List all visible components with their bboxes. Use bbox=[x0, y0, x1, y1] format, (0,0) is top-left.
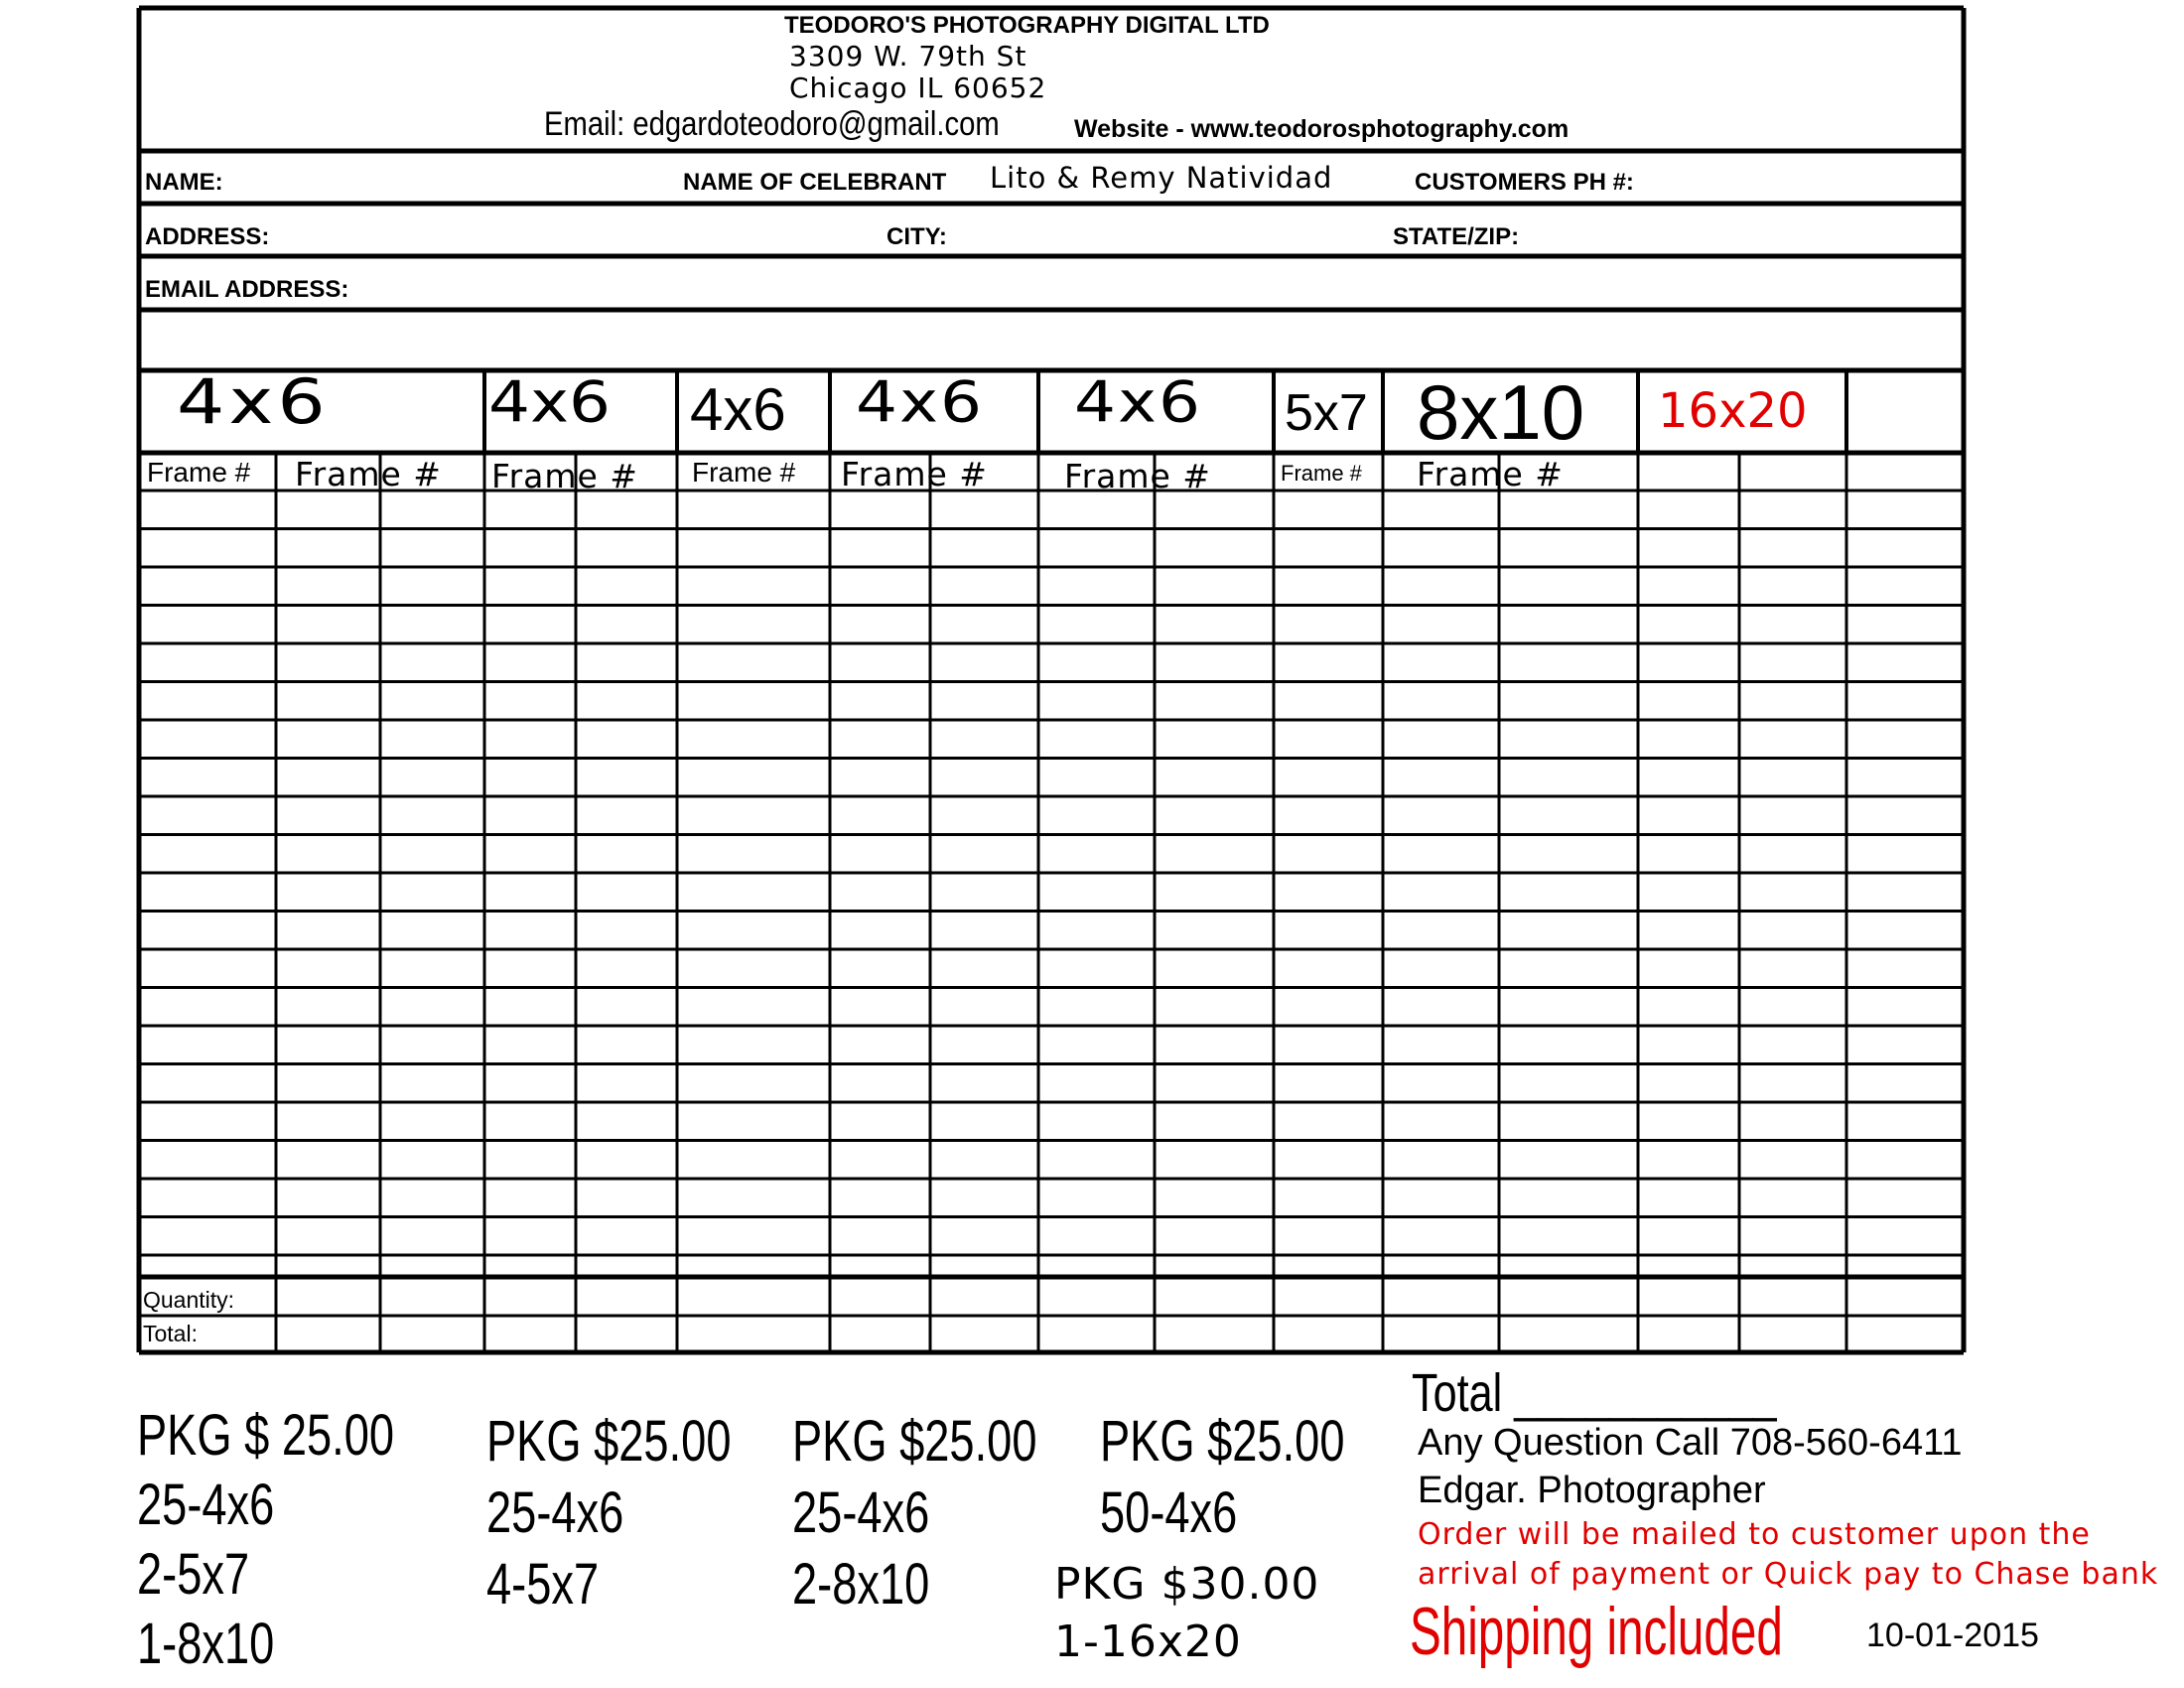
email-label: EMAIL ADDRESS: bbox=[145, 276, 349, 303]
package-1-item: 2-5x7 bbox=[137, 1542, 250, 1607]
package-1-price: PKG $ 25.00 bbox=[137, 1403, 395, 1468]
size-header-4x6: 4x6 bbox=[177, 365, 330, 438]
state-zip-label: STATE/ZIP: bbox=[1393, 223, 1520, 250]
package-2-item: 25-4x6 bbox=[486, 1480, 624, 1545]
frame-label: Frame # bbox=[1064, 457, 1211, 495]
size-header-4x6: 4x6 bbox=[488, 369, 612, 436]
address-label: ADDRESS: bbox=[145, 223, 270, 250]
package-3-item: 2-8x10 bbox=[792, 1552, 930, 1617]
package-5-item: 1-16x20 bbox=[1054, 1617, 1242, 1667]
shipping-note: Shipping included bbox=[1410, 1594, 1783, 1669]
celebrant-label: NAME OF CELEBRANT bbox=[683, 169, 947, 196]
frame-label: Frame # bbox=[295, 455, 442, 493]
website: Website - www.teodorosphotography.com bbox=[1074, 115, 1570, 143]
photographer-name: Edgar. Photographer bbox=[1418, 1470, 1766, 1511]
size-header-4x6: 4x6 bbox=[1074, 369, 1203, 436]
mailing-notice: arrival of payment or Quick pay to Chase bank bbox=[1418, 1557, 2159, 1592]
size-header-4x6: 4x6 bbox=[856, 369, 985, 436]
city-label: CITY: bbox=[887, 223, 947, 250]
package-1-item: 1-8x10 bbox=[137, 1612, 275, 1676]
size-header-16x20: 16x20 bbox=[1658, 383, 1808, 439]
package-3-item: 25-4x6 bbox=[792, 1480, 930, 1545]
celebrant-value: Lito & Remy Natividad bbox=[990, 161, 1333, 195]
frame-label: Frame # bbox=[692, 457, 796, 488]
package-4-item: 50-4x6 bbox=[1100, 1480, 1238, 1545]
frame-label: Frame # bbox=[1281, 461, 1362, 486]
package-4-price: PKG $25.00 bbox=[1100, 1409, 1345, 1474]
frame-label: Frame # bbox=[841, 455, 988, 493]
form-date: 10-01-2015 bbox=[1866, 1617, 2039, 1654]
package-5-price: PKG $30.00 bbox=[1054, 1559, 1320, 1610]
total-label: Total: bbox=[143, 1321, 198, 1346]
company-name: TEODORO'S PHOTOGRAPHY DIGITAL LTD bbox=[784, 12, 1270, 39]
frame-label: Frame # bbox=[491, 457, 638, 495]
size-header-4x6: 4x6 bbox=[690, 376, 786, 443]
mailing-notice: Order will be mailed to customer upon the bbox=[1418, 1517, 2091, 1552]
city-address: Chicago IL 60652 bbox=[789, 71, 1047, 104]
size-header-5x7: 5x7 bbox=[1285, 384, 1368, 442]
grand-total: Total ___________ bbox=[1412, 1363, 1777, 1423]
package-3-price: PKG $25.00 bbox=[792, 1409, 1037, 1474]
contact-question: Any Question Call 708-560-6411 bbox=[1418, 1422, 1963, 1464]
frame-label: Frame # bbox=[147, 457, 251, 488]
phone-label: CUSTOMERS PH #: bbox=[1415, 169, 1634, 196]
contact-email: Email: edgardoteodoro@gmail.com bbox=[544, 105, 1000, 143]
quantity-label: Quantity: bbox=[143, 1287, 235, 1313]
package-2-item: 4-5x7 bbox=[486, 1552, 600, 1617]
size-header-8x10: 8x10 bbox=[1417, 368, 1585, 456]
frame-label: Frame # bbox=[1417, 455, 1564, 493]
street-address: 3309 W. 79th St bbox=[789, 40, 1027, 72]
package-1-item: 25-4x6 bbox=[137, 1473, 275, 1537]
package-2-price: PKG $25.00 bbox=[486, 1409, 732, 1474]
name-label: NAME: bbox=[145, 169, 223, 196]
